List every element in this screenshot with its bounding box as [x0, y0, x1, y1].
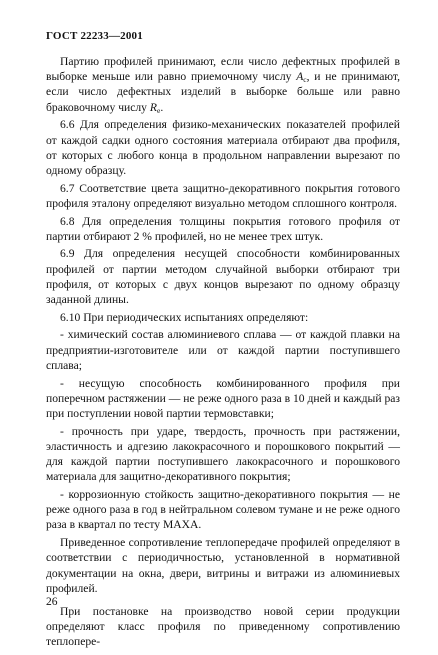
standard-header: ГОСТ 22233—2001	[46, 30, 143, 42]
paragraph-heat-transfer: Приведенное сопротивление теплопередаче профилей определяют в соответствии с периодичностью, установленной в нормативной документации на окна, двери, витрины и витражи из алюминиевых профилей.	[46, 536, 400, 595]
paragraph-6-7: 6.7 Соответствие цвета защитно-декоративного покрытия готового профиля эталону определяют визуально методом сплошного контроля.	[46, 181, 400, 210]
page-number: 26	[46, 596, 58, 608]
paragraph-6-6: 6.6 Для определения физико-механических показателей профилей от каждой садки одного состояния материала отбирают два профиля, от которых с любого конца в продольном направлении вырезают по одному образцу.	[46, 118, 400, 177]
paragraph-6-8: 6.8 Для определения толщины покрытия готового профиля от партии отбирают 2 % профилей, но не менее трех штук.	[46, 214, 400, 243]
document-body	[46, 54, 400, 652]
paragraph-new-series: При постановке на производство новой серии продукции определяют класс профиля по приведенному сопротивлению теплопере-	[46, 604, 400, 649]
paragraph-6-10: 6.10 При периодических испытаниях определяют:	[60, 310, 309, 324]
list-item-impact-strength: - прочность при ударе, твердость, прочность при растяжении, эластичность и адгезию лакокрасочного и порошкового покрытий — для каждой партии поступившего лакокрасочного и порошкового материала для защитно-декоративного покрытия;	[46, 424, 400, 484]
list-item-load-capacity: - несущую способность комбинированного профиля при поперечном растяжении — не реже одного раза в 10 дней и каждый раз при поступлении новой партии термовставки;	[46, 376, 400, 420]
list-item-chemical: - химический состав алюминиевого сплава — от каждой плавки на предприятии-изготовителе или от каждой партии поступившего сплава;	[46, 328, 400, 372]
list-item-corrosion: - коррозионную стойкость защитно-декоративного покрытия — не реже одного раза в год в нейтральном солевом тумане и не реже одного раза в квартал по тесту МАХА.	[46, 487, 400, 532]
paragraph-6-9: 6.9 Для определения несущей способности комбинированных профилей от партии методом случайной выборки отбирают три профиля, от которых с двух концов вырезают по одному образцу заданной длины.	[46, 247, 400, 307]
paragraph-acceptance: Партию профилей принимают, если число дефектных профилей в выборке меньше или равно приемочному числу $A_c$, и не принимают, если число дефектных изделий в выборке больше или равно браковочному числу $R_e$.	[46, 55, 400, 115]
